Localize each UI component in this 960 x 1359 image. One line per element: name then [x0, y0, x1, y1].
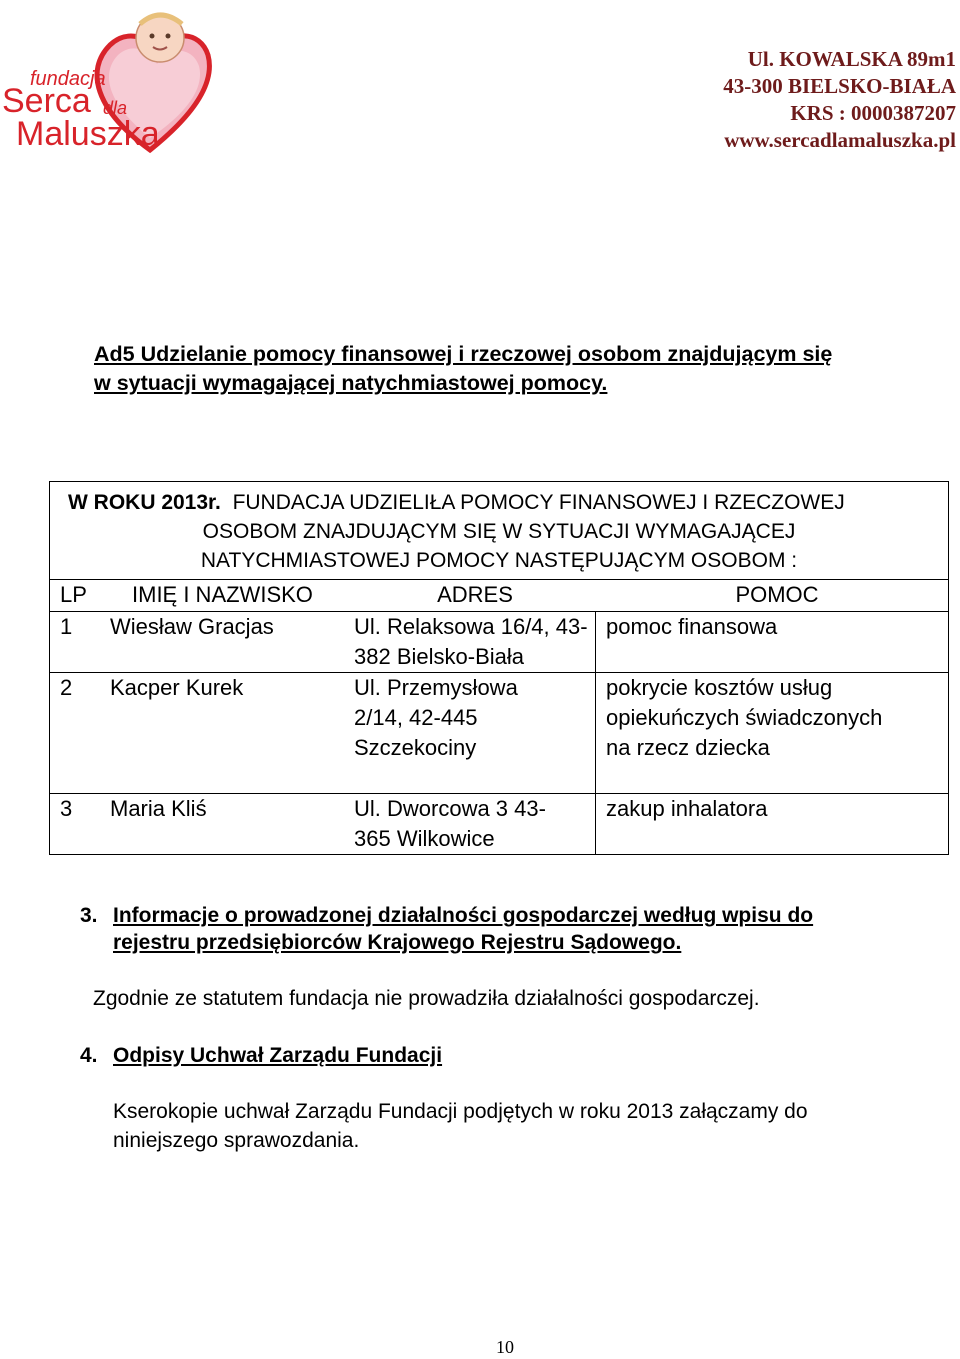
logo-text-maluszka: Maluszka: [16, 115, 160, 153]
section-4-body-line1: Kserokopie uchwał Zarządu Fundacji podjętych w roku 2013 załączamy do: [113, 1100, 808, 1123]
logo-text-dla: dla: [103, 98, 128, 118]
address-street: Ul. KOWALSKA 89m1: [747, 47, 956, 71]
section-3-number: 3.: [80, 904, 98, 927]
section-3-title-line2: rejestru przedsiębiorców Krajowego Rejestru Sądowego.: [113, 931, 682, 954]
ad5-heading-line1: Ad5 Udzielanie pomocy finansowej i rzeczowej osobom znajdującym się: [94, 342, 833, 366]
header-address: [723, 46, 956, 154]
table-row: [50, 612, 948, 673]
row-lp: 2: [60, 675, 73, 700]
row-lp: 3: [60, 796, 73, 821]
header-name: IMIĘ I NAZWISKO: [132, 582, 313, 607]
header-help: POMOC: [735, 582, 819, 607]
table-row: [50, 673, 948, 794]
row-help: pokrycie kosztów usług opiekuńczych świadczonych na rzecz dziecka: [606, 675, 883, 760]
row-name: Wiesław Gracjas: [110, 614, 274, 639]
table-row: [50, 794, 948, 854]
row-help: zakup inhalatora: [606, 796, 768, 821]
table-title-year: W ROKU 2013r.: [68, 491, 221, 514]
table-title-line3: NATYCHMIASTOWEJ POMOCY NASTĘPUJĄCYM OSOBOM :: [200, 549, 798, 572]
row-help: pomoc finansowa: [606, 614, 778, 639]
section-4-title: Odpisy Uchwał Zarządu Fundacji: [113, 1044, 443, 1067]
page-number: 10: [496, 1337, 514, 1357]
section-4-number: 4.: [80, 1044, 98, 1067]
header-lp: LP: [60, 582, 87, 607]
address-city: 43-300 BIELSKO-BIAŁA: [723, 74, 956, 98]
header-address-col: ADRES: [437, 582, 513, 607]
table-title-line2: OSOBOM ZNAJDUJĄCYM SIĘ W SYTUACJI WYMAGAJĄCEJ: [202, 520, 796, 543]
section-4-body: [113, 1097, 808, 1155]
table-header-row: [50, 580, 948, 612]
assistance-table: [49, 481, 949, 855]
section-3: [80, 902, 953, 956]
row-name: Kacper Kurek: [110, 675, 244, 700]
logo-text-fundacja: fundacja: [30, 68, 106, 90]
ad5-heading: [94, 340, 960, 398]
row-address: Ul. Relaksowa 16/4, 43-382 Bielsko-Biała: [346, 612, 596, 672]
ad5-heading-line2: w sytuacji wymagającej natychmiastowej pomocy.: [94, 371, 608, 395]
table-title-line1: FUNDACJA UDZIELIŁA POMOCY FINANSOWEJ I RZECZOWEJ: [232, 491, 845, 514]
address-website: www.sercadlamaluszka.pl: [724, 128, 956, 152]
section-3-title-line1: Informacje o prowadzonej działalności gospodarczej według wpisu do: [113, 904, 814, 927]
heart-baby-logo-icon: [0, 0, 215, 160]
row-lp: 1: [60, 614, 73, 639]
section-4: [80, 1042, 443, 1069]
section-4-body-line2: niniejszego sprawozdania.: [113, 1129, 360, 1152]
table-title: [50, 482, 948, 580]
logo-text-serca: Serca: [2, 82, 91, 120]
row-address: Ul. Dworcowa 3 43-365 Wilkowice: [346, 794, 596, 854]
address-krs: KRS : 0000387207: [790, 101, 956, 125]
section-3-body: Zgodnie ze statutem fundacja nie prowadziła działalności gospodarczej.: [93, 987, 760, 1010]
foundation-logo: [0, 0, 215, 160]
row-name: Maria Kliś: [110, 796, 207, 821]
row-address: Ul. Przemysłowa 2/14, 42-445 Szczekociny: [346, 673, 596, 793]
